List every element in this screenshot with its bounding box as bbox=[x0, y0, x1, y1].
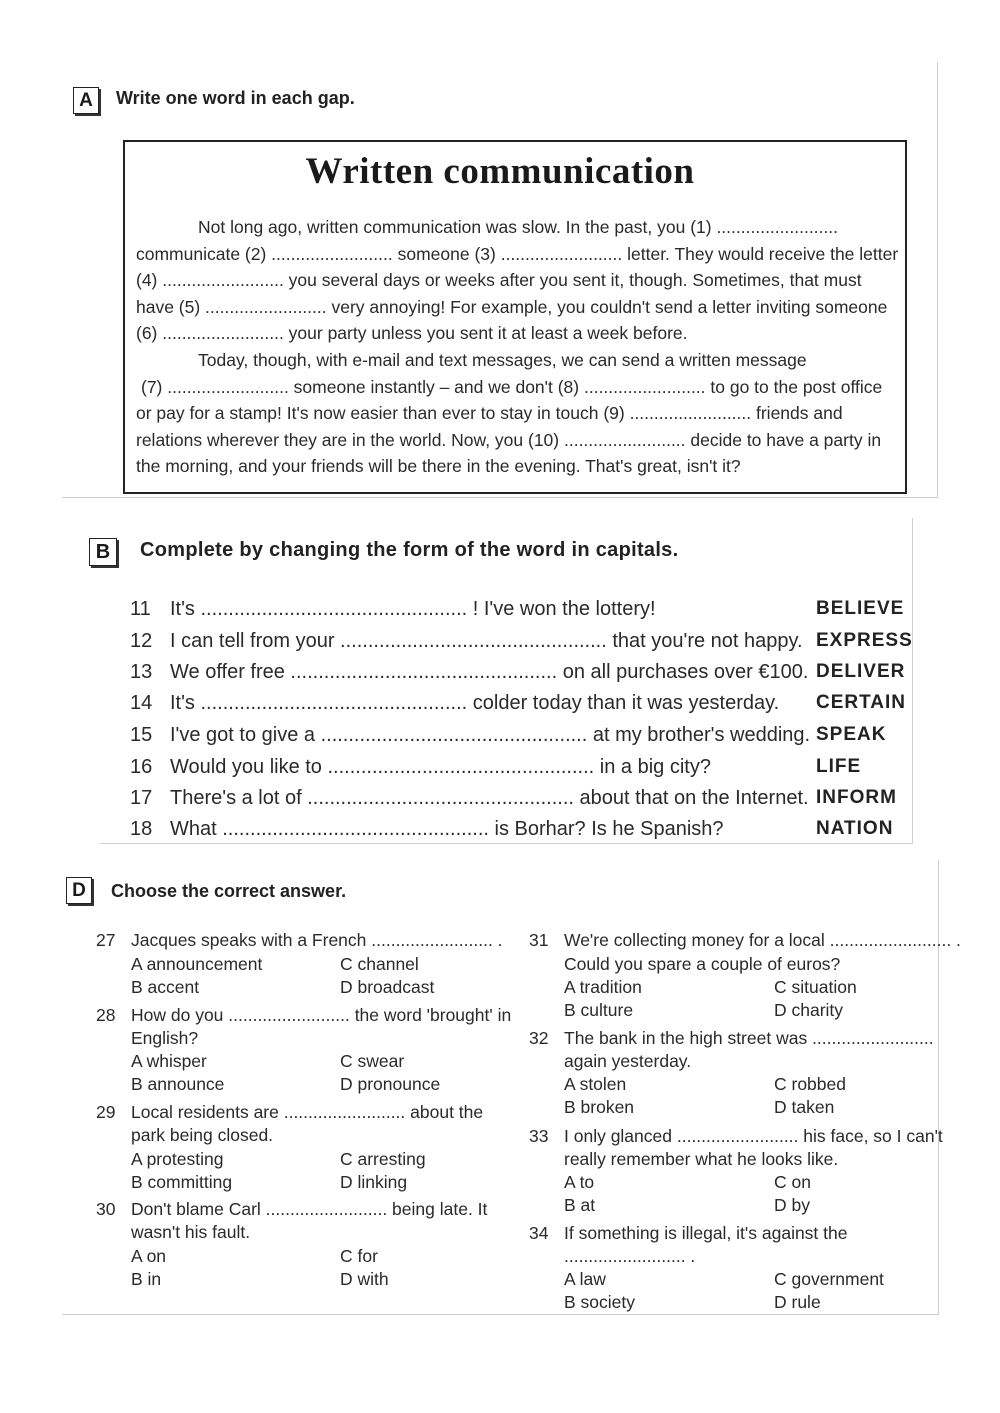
question-number: 34 bbox=[529, 1223, 549, 1243]
item-number: 13 bbox=[130, 661, 153, 683]
item-number: 17 bbox=[130, 787, 153, 809]
item-number: 14 bbox=[130, 692, 153, 714]
exercise-row-13 bbox=[130, 661, 910, 691]
question-line: really remember what he looks like. bbox=[564, 1149, 839, 1169]
section-d-right-rule bbox=[938, 860, 939, 1314]
base-word: BELIEVE bbox=[816, 598, 905, 619]
base-word: CERTAIN bbox=[816, 692, 907, 713]
item-text: I've got to give a ................................................ at my brother's wedding. bbox=[170, 724, 811, 746]
option-d: D rule bbox=[774, 1292, 821, 1312]
question-line: Could you spare a couple of euros? bbox=[564, 954, 841, 974]
base-word: INFORM bbox=[816, 787, 897, 808]
option-d: D pronounce bbox=[340, 1074, 441, 1094]
question-line: wasn't his fault. bbox=[131, 1222, 251, 1242]
item-text: What ................................................ is Borhar? Is he Spanish? bbox=[170, 818, 724, 840]
exercise-row-12 bbox=[130, 630, 913, 660]
option-b: B announce bbox=[131, 1074, 225, 1094]
option-c: C on bbox=[774, 1172, 811, 1192]
question-number: 27 bbox=[96, 930, 116, 950]
exercise-row-17 bbox=[130, 787, 910, 817]
question-number: 28 bbox=[96, 1005, 116, 1025]
option-a: A law bbox=[564, 1269, 606, 1289]
question-number: 32 bbox=[529, 1028, 549, 1048]
item-number: 18 bbox=[130, 818, 153, 840]
article-line: the morning, and your friends will be there in the evening. That's great, isn't it? bbox=[136, 456, 741, 476]
item-number: 11 bbox=[130, 598, 151, 620]
item-number: 12 bbox=[130, 630, 153, 652]
article-title: Written communication bbox=[305, 151, 695, 192]
question-line: How do you ......................... the word 'brought' in bbox=[131, 1005, 512, 1025]
question-line: We're collecting money for a local ......................... . bbox=[564, 930, 961, 950]
section-a-letter: A bbox=[73, 87, 99, 114]
question-line: again yesterday. bbox=[564, 1051, 692, 1071]
option-d: D with bbox=[340, 1269, 389, 1289]
item-number: 15 bbox=[130, 724, 153, 746]
section-d-letter: D bbox=[66, 877, 92, 904]
item-text: I can tell from your ................................................ that you're not happy. bbox=[170, 630, 803, 652]
exercise-row-18 bbox=[130, 818, 910, 848]
option-d: D by bbox=[774, 1195, 810, 1215]
option-c: C arresting bbox=[340, 1149, 426, 1169]
item-number: 16 bbox=[130, 756, 153, 778]
option-a: A announcement bbox=[131, 954, 263, 974]
question-number: 33 bbox=[529, 1126, 549, 1146]
question-number: 30 bbox=[96, 1199, 116, 1219]
article-line: (6) ......................... your party unless you sent it at least a week before. bbox=[136, 323, 688, 343]
option-c: C robbed bbox=[774, 1074, 846, 1094]
article-line: communicate (2) ......................... someone (3) ......................... letter. They would receive the letter bbox=[136, 244, 899, 264]
item-text: Would you like to ................................................ in a big city? bbox=[170, 756, 711, 778]
item-text: It's ................................................ ! I've won the lottery! bbox=[170, 598, 656, 620]
section-b-right-rule bbox=[912, 518, 913, 844]
article-line: or pay for a stamp! It's now easier than ever to stay in touch (9) ......................... friends and bbox=[136, 403, 843, 423]
section-b-instruction: Complete by changing the form of the word in capitals. bbox=[140, 539, 679, 561]
article-line: (4) ......................... you several days or weeks after you sent it, though. Sometimes, that must bbox=[136, 270, 862, 290]
article-line: (7) ......................... someone instantly – and we don't (8) ......................... to go to the post office bbox=[141, 377, 883, 397]
question-line: park being closed. bbox=[131, 1125, 274, 1145]
option-b: B culture bbox=[564, 1000, 634, 1020]
section-b-letter: B bbox=[89, 538, 117, 566]
item-text: We offer free ................................................ on all purchases over €100. bbox=[170, 661, 809, 683]
option-c: C government bbox=[774, 1269, 884, 1289]
option-d: D broadcast bbox=[340, 977, 435, 997]
question-line: If something is illegal, it's against the bbox=[564, 1223, 848, 1243]
section-a-bottom-rule bbox=[62, 497, 938, 498]
item-text: It's ................................................ colder today than it was yesterday. bbox=[170, 692, 780, 714]
option-b: B at bbox=[564, 1195, 596, 1215]
question-line: I only glanced ......................... his face, so I can't bbox=[564, 1126, 943, 1146]
base-word: NATION bbox=[816, 818, 894, 839]
article-line: Today, though, with e-mail and text messages, we can send a written message bbox=[198, 350, 807, 370]
question-line: English? bbox=[131, 1028, 199, 1048]
article-line: relations wherever they are in the world. Now, you (10) ......................... decide to have a party in bbox=[136, 430, 882, 450]
option-a: A tradition bbox=[564, 977, 642, 997]
article-line: Not long ago, written communication was slow. In the past, you (1) ......................... bbox=[198, 217, 838, 237]
exercise-row-15 bbox=[130, 724, 910, 754]
option-b: B broken bbox=[564, 1097, 635, 1117]
section-d-bottom-rule bbox=[62, 1314, 939, 1315]
question-number: 29 bbox=[96, 1102, 116, 1122]
item-text: There's a lot of ................................................ about that on the Internet. bbox=[170, 787, 809, 809]
option-b: B in bbox=[131, 1269, 162, 1289]
option-c: C channel bbox=[340, 954, 419, 974]
base-word: LIFE bbox=[816, 756, 862, 777]
option-b: B society bbox=[564, 1292, 635, 1312]
exercise-row-16 bbox=[130, 756, 910, 786]
option-d: D taken bbox=[774, 1097, 835, 1117]
question-line: ......................... . bbox=[564, 1246, 696, 1266]
option-a: A protesting bbox=[131, 1149, 224, 1169]
option-b: B accent bbox=[131, 977, 200, 997]
base-word: DELIVER bbox=[816, 661, 906, 682]
question-line: Local residents are ......................... about the bbox=[131, 1102, 484, 1122]
base-word: SPEAK bbox=[816, 724, 887, 745]
option-c: C swear bbox=[340, 1051, 405, 1071]
option-b: B committing bbox=[131, 1172, 233, 1192]
option-d: D linking bbox=[340, 1172, 408, 1192]
option-c: C for bbox=[340, 1246, 378, 1266]
question-line: Don't blame Carl ......................... being late. It bbox=[131, 1199, 488, 1219]
base-word: EXPRESS bbox=[816, 630, 913, 651]
option-d: D charity bbox=[774, 1000, 844, 1020]
question-number: 31 bbox=[529, 930, 549, 950]
section-d-instruction: Choose the correct answer. bbox=[111, 881, 347, 901]
article-line: have (5) ......................... very annoying! For example, you couldn't send a letter inviting someone bbox=[136, 297, 888, 317]
section-a-right-rule bbox=[937, 62, 938, 498]
option-c: C situation bbox=[774, 977, 857, 997]
question-line: Jacques speaks with a French ......................... . bbox=[131, 930, 503, 950]
option-a: A stolen bbox=[564, 1074, 627, 1094]
option-a: A on bbox=[131, 1246, 167, 1266]
exercise-row-11 bbox=[130, 598, 910, 628]
option-a: A whisper bbox=[131, 1051, 207, 1071]
option-a: A to bbox=[564, 1172, 595, 1192]
section-a-instruction: Write one word in each gap. bbox=[116, 88, 355, 108]
question-line: The bank in the high street was ......................... bbox=[564, 1028, 934, 1048]
exercise-row-14 bbox=[130, 692, 910, 722]
